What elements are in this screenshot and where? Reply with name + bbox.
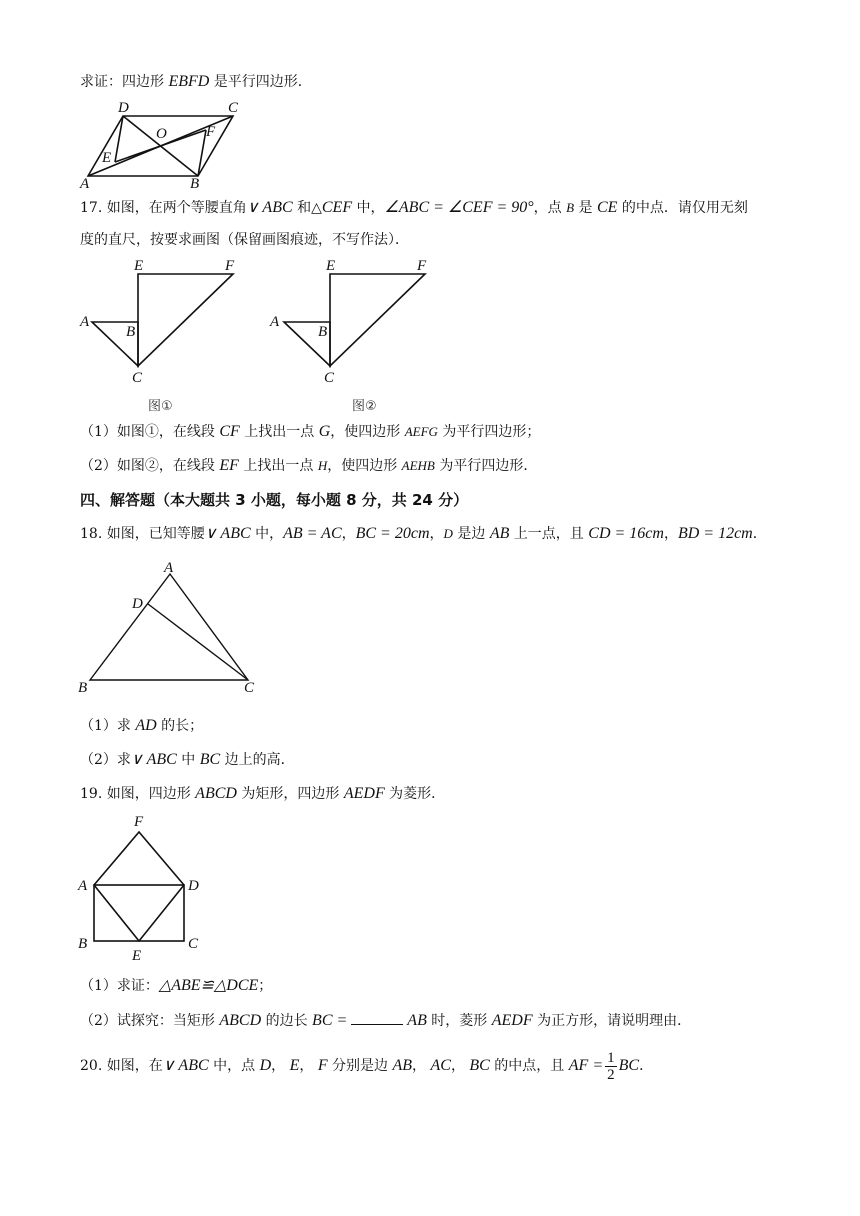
label-B: B: [190, 176, 200, 190]
p17-stem-line1: 17. 如图，在两个等腰直角∨ ABC 和△CEF 中，∠ABC = ∠CEF = 90°，点 B 是 CE 的中点．请仅用无刻: [80, 199, 748, 216]
p18-figure: [76, 556, 276, 696]
label-C: C: [228, 100, 239, 116]
p16-conclusion: 求证：四边形 EBFD 是平行四边形．: [80, 73, 312, 90]
label-E: E: [134, 258, 144, 274]
caption-fig2: 图②: [352, 399, 377, 414]
p17-question-1: （1）如图①，在线段 CF 上找出一点 G，使四边形 AEFG 为平行四边形；: [80, 423, 541, 440]
label-B: B: [318, 324, 328, 340]
p19-figure: [76, 810, 216, 966]
label-B: B: [126, 324, 136, 340]
label-A: A: [80, 314, 90, 330]
label-F: F: [225, 258, 235, 274]
label-E: E: [102, 150, 112, 166]
p18-question-2: （2）求∨ ABC 中 BC 边上的高．: [80, 751, 295, 768]
label-O: O: [156, 126, 167, 142]
p16-figure: [78, 98, 248, 190]
label-C: C: [324, 370, 335, 386]
label-F: F: [417, 258, 427, 274]
label-E: E: [326, 258, 336, 274]
p17-stem-line2: 度的直尺，按要求画图（保留画图痕迹，不写作法）．: [80, 232, 409, 248]
p17-figure-1: [78, 256, 248, 416]
label-A: A: [78, 878, 88, 894]
p17-figure-2: [268, 256, 438, 416]
p20-stem: 20. 如图，在∨ ABC 中，点 D， E， F 分别是边 AB， AC， BC 的中点，且 AF = $\frac{1}{2}$ BC．: [80, 1049, 654, 1083]
p17-question-2: （2）如图②，在线段 EF 上找出一点 H，使四边形 AEHB 为平行四边形．: [80, 457, 538, 474]
label-B: B: [78, 680, 88, 696]
p19-question-2: （2）试探究：当矩形 ABCD 的边长 BC = AB 时，菱形 AEDF 为正方形，请说明理由．: [80, 1012, 692, 1029]
label-E: E: [132, 948, 142, 964]
fraction-one-half: $\frac{1}{2}$: [607, 1049, 615, 1083]
p18-question-1: （1）求 AD 的长；: [80, 717, 204, 734]
answer-blank[interactable]: [351, 1010, 403, 1025]
section-heading: 四、解答题（本大题共 3 小题，每小题 8 分，共 24 分）: [80, 491, 469, 509]
caption-fig1: 图①: [148, 399, 173, 414]
label-D: D: [188, 878, 199, 894]
label-A: A: [270, 314, 280, 330]
p18-stem: 18. 如图，已知等腰∨ ABC 中，AB = AC，BC = 20cm，D 是边 AB 上一点，且 CD = 16cm，BD = 12cm．: [80, 525, 767, 542]
label-A: A: [80, 176, 90, 190]
label-C: C: [244, 680, 255, 696]
label-D: D: [132, 596, 143, 612]
label-B: B: [78, 936, 88, 952]
label-F: F: [206, 124, 216, 140]
p19-stem: 19. 如图，四边形 ABCD 为矩形，四边形 AEDF 为菱形．: [80, 785, 446, 802]
label-A: A: [164, 560, 174, 576]
p19-question-1: （1）求证：△ABE≌△DCE；: [80, 977, 273, 994]
label-C: C: [132, 370, 143, 386]
label-C: C: [188, 936, 199, 952]
label-F: F: [134, 814, 144, 830]
label-D: D: [118, 100, 129, 116]
